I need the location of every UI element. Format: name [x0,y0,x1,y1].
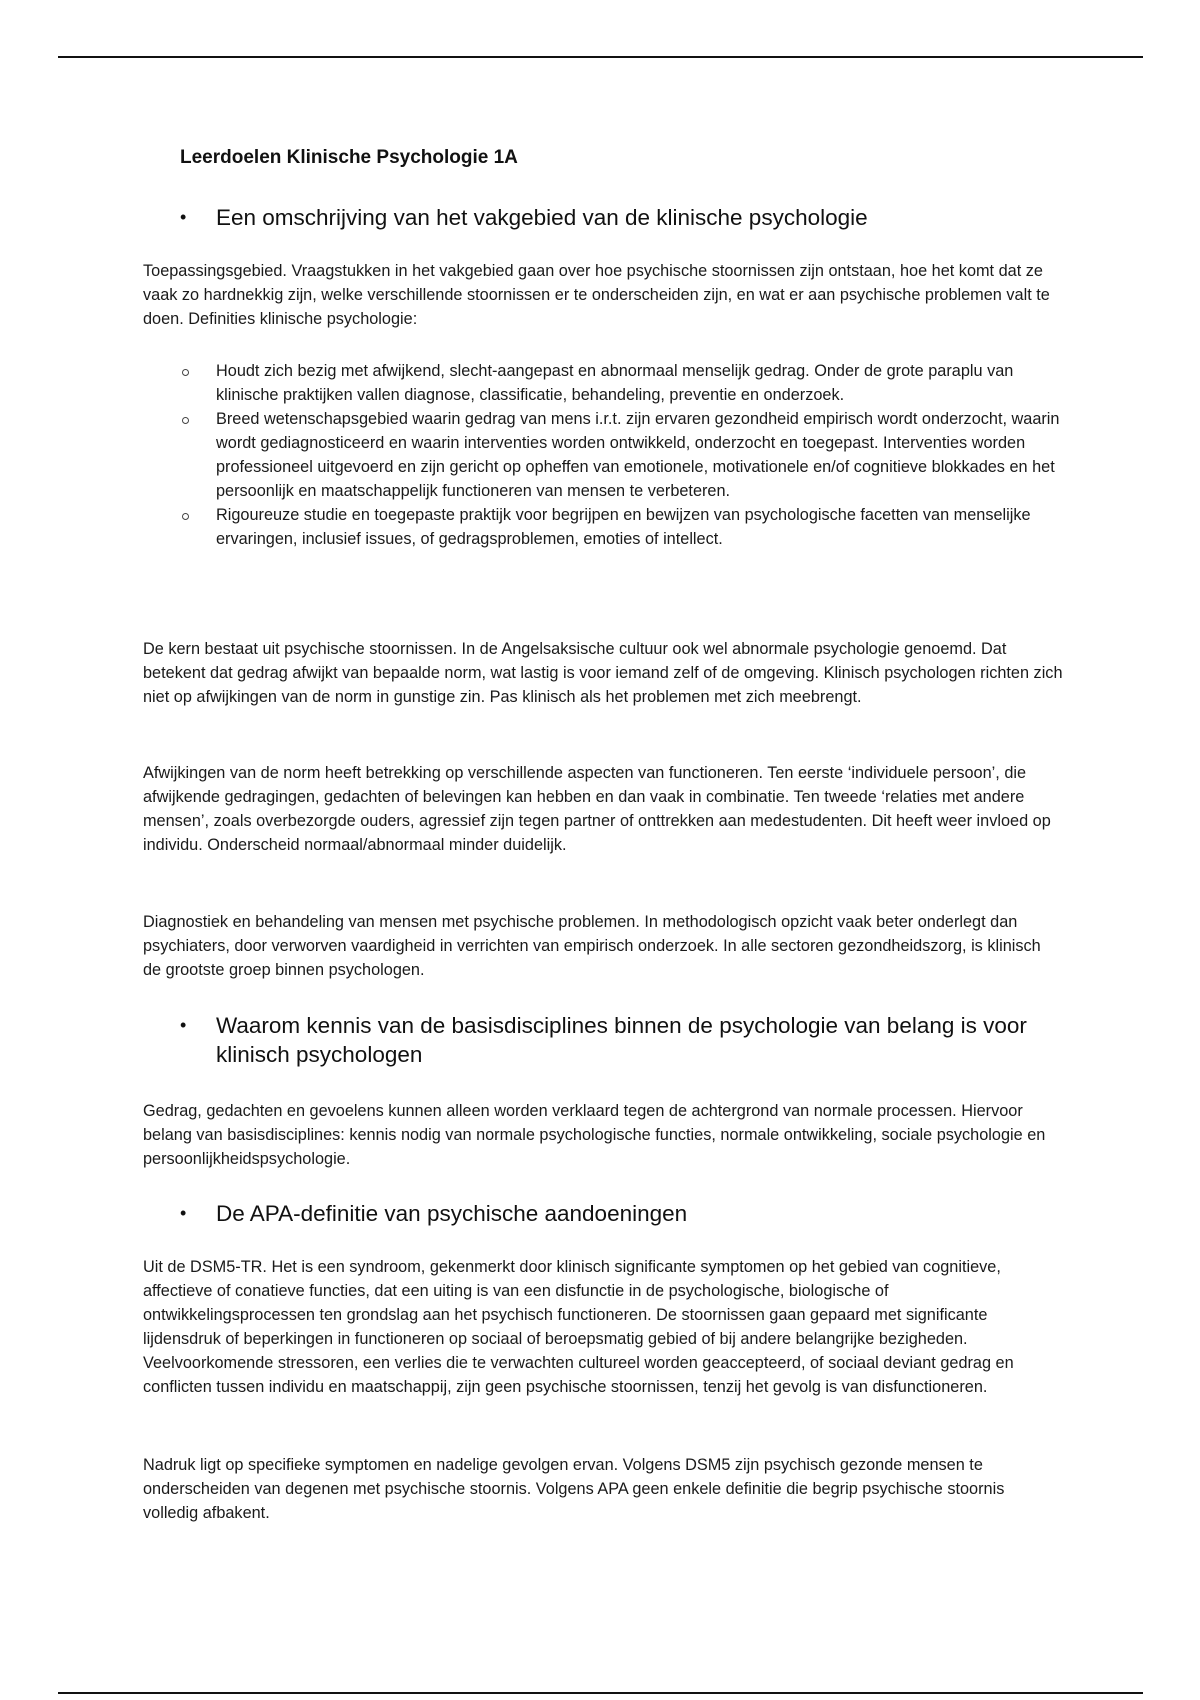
section-heading-basisdisciplines [180,1011,1060,1069]
bullet-icon: • [180,1015,187,1035]
circle-bullet-icon [182,417,189,424]
definition-item [180,359,1060,407]
definitions-list [180,359,1060,551]
circle-bullet-icon [182,513,189,520]
circle-bullet-icon [182,369,189,376]
definition-text: Rigoureuze studie en toegepaste praktijk voor begrijpen en bewijzen van psychologische facetten van menselijke ervaringen, inclusief issues, of gedragsproblemen, emoties of intellect. [216,506,1031,548]
definition-item [180,503,1060,551]
section-heading-text: De APA-definitie van psychische aandoeningen [216,1201,688,1226]
section-heading-text: Een omschrijving van het vakgebied van de klinische psychologie [216,205,868,230]
paragraph-kern: De kern bestaat uit psychische stoornissen. In de Angelsaksische cultuur ook wel abnormale psychologie genoemd. Dat betekent dat gedrag afwijkt van bepaalde norm, wat lastig is voor iemand zelf of de omgeving. Klinisch psychologen richten zich niet op afwijkingen van de norm in gunstige zin. Pas klinisch als het problemen met zich meebrengt. [143,640,1063,706]
definition-item [180,407,1060,503]
paragraph-diagnostiek: Diagnostiek en behandeling van mensen met psychische problemen. In methodologisch opzicht vaak beter onderlegt dan psychiaters, door verworven vaardigheid in verrichten van empirisch onderzoek. In alle sectoren gezondheidszorg, is klinisch de grootste groep binnen psychologen. [143,913,1041,979]
section-heading-text: Waarom kennis van de basisdisciplines binnen de psychologie van belang is voor klinisch psychologen [216,1013,1027,1067]
bullet-icon: • [180,1203,187,1223]
paragraph-nadruk: Nadruk ligt op specifieke symptomen en nadelige gevolgen ervan. Volgens DSM5 zijn psychisch gezonde mensen te onderscheiden van degenen met psychische stoornis. Volgens APA geen enkele definitie die begrip psychische stoornis volledig afbakent. [143,1456,1005,1522]
definition-text: Houdt zich bezig met afwijkend, slecht-aangepast en abnormaal menselijk gedrag. Onder de grote paraplu van klinische praktijken vallen diagnose, classificatie, behandeling, preventie en onderzoek. [216,362,1014,404]
section-heading-vakgebied [180,203,1060,232]
document-title: Leerdoelen Klinische Psychologie 1A [180,147,518,168]
bottom-rule [58,1692,1143,1694]
section-heading-apa [180,1199,1060,1228]
bullet-icon: • [180,207,187,227]
paragraph-afwijkingen: Afwijkingen van de norm heeft betrekking op verschillende aspecten van functioneren. Ten eerste ‘individuele persoon’, die afwijkende gedragingen, gedachten of belevingen kan hebben en dan vaak in combinatie. Ten tweede ‘relaties met andere mensen’, zoals overbezorgde ouders, agressief zijn tegen partner of onttrekken aan medestudenten. Dit heeft weer invloed op individu. Onderscheid normaal/abnormaal minder duidelijk. [143,764,1051,854]
paragraph-dsm5: Uit de DSM5-TR. Het is een syndroom, gekenmerkt door klinisch significante symptomen op het gebied van cognitieve, affectieve of conatieve functies, dat een uiting is van een disfunctie in de psychologische, biologische of ontwikkelingsprocessen ten grondslag aan het psychisch functioneren. De stoornissen gaan gepaard met significante lijdensdruk of beperkingen in functioneren op sociaal of beroepsmatig gebied of bij andere belangrijke bezigheden. Veelvoorkomende stressoren, een verlies die te verwachten cultureel worden geaccepteerd, of sociaal deviant gedrag en conflicten tussen individu en maatschappij, zijn geen psychische stoornissen, tenzij het gevolg is van disfunctioneren. [143,1258,1014,1396]
top-rule [58,56,1143,58]
paragraph-gedrag: Gedrag, gedachten en gevoelens kunnen alleen worden verklaard tegen de achtergrond van normale processen. Hiervoor belang van basisdisciplines: kennis nodig van normale psychologische functies, normale ontwikkeling, sociale psychologie en persoonlijkheidspsychologie. [143,1102,1046,1168]
definition-text: Breed wetenschapsgebied waarin gedrag van mens i.r.t. zijn ervaren gezondheid empirisch wordt onderzocht, waarin wordt gediagnosticeerd en waarin interventies worden ontwikkeld, onderzocht en toegepast. Interventies worden professioneel uitgevoerd en zijn gericht op opheffen van emotionele, motivationele en/of cognitieve blokkades en het persoonlijk en maatschappelijk functioneren van mensen te verbeteren. [216,410,1060,500]
paragraph-toepassingsgebied: Toepassingsgebied. Vraagstukken in het vakgebied gaan over hoe psychische stoornissen zijn ontstaan, hoe het komt dat ze vaak zo hardnekkig zijn, welke verschillende stoornissen er te onderscheiden zijn, en wat er aan psychische problemen valt te doen. Definities klinische psychologie: [143,262,1050,328]
